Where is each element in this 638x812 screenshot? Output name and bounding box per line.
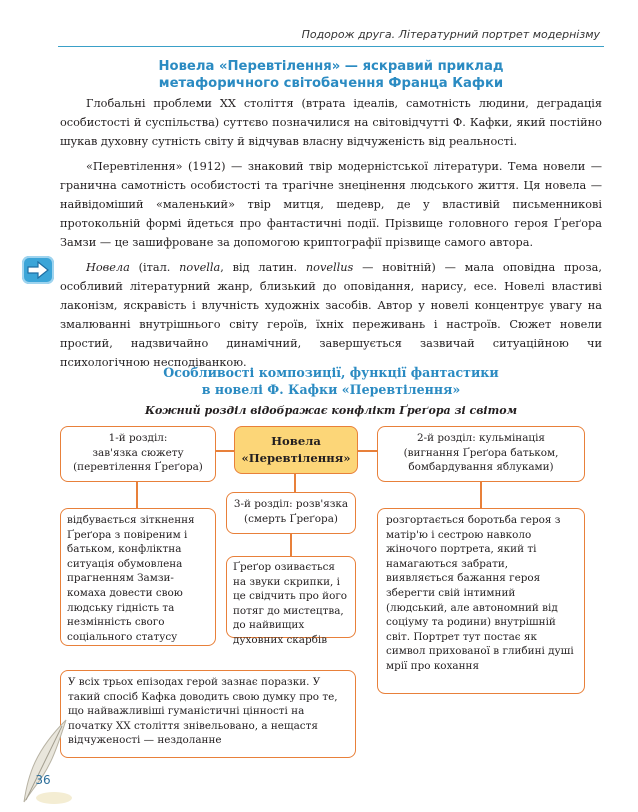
running-title: Подорож друга. Літературний портрет модернізму — [301, 28, 600, 41]
header-divider — [58, 46, 604, 47]
chapter-2-node — [377, 426, 585, 482]
chapter-2-line2: (вигнання Ґреґора батьком, — [403, 446, 559, 459]
section-heading — [60, 58, 602, 92]
connector-ch2-to-desc — [480, 482, 482, 508]
paragraph-2-text: «Перевтілення» (1912) — знаковий твір модерністської літератури. Тема новели — гранична самотність особистості та трагічне знецінення людського життя. Ця новела — найвідоміший «маленький» твір митця, шедевр, де у властивій письменникові протокольній формі йдеться про фантастичні події. Прізвище головного героя Ґреґора Замзи — це зашифроване за допомогою криптографії прізвище самого автора. — [60, 160, 602, 249]
definition-paragraph — [60, 258, 602, 372]
definition-italic-1: novella — [179, 261, 221, 274]
chapter-1-title: 1-й розділ: — [108, 432, 168, 444]
arrow-right-icon — [22, 256, 54, 284]
paragraph-2 — [60, 157, 602, 252]
central-node-line1: Новела — [271, 434, 321, 448]
chapter-2-description: розгортається боротьба героя з матір'ю і сестрою навколо жіночого портрета, який ті намагаються забрати, виявляється бажання героя зберегти свій інтимний (людський, але автономний від соціуму та родини) внутрішній світ. Портрет тут постає як символ прихованої в глибині душі мрії про кохання — [377, 508, 585, 694]
connector-ch1-to-desc — [136, 482, 138, 508]
chapter-3-node — [226, 492, 356, 534]
page-header — [0, 26, 638, 46]
definition-text-a: (італ. — [129, 261, 180, 274]
chapter-2-line3: бомбардування яблуками) — [408, 461, 554, 474]
chapter-3-title: 3-й розділ: розв'язка — [233, 498, 349, 510]
central-node-line2: «Перевтілення» — [241, 451, 351, 465]
chapter-3-line2: (смерть Ґреґора) — [244, 512, 338, 525]
definition-italic-2: novellus — [305, 261, 354, 274]
page-number: 36 — [35, 773, 51, 787]
chapter-2-title: 2-й розділ: кульмінація — [416, 432, 545, 444]
paragraph-1 — [60, 94, 602, 151]
paragraph-1-text: Глобальні проблеми XX століття (втрата ідеалів, самотність людини, деградація особистості й суспільства) суттєво позначилися на світовідчутті Ф. Кафки, який постійно шукав духовну сутність світу й відчував власну відчуженість від реальності. — [60, 97, 602, 148]
definition-text-c: — новітній) — мала оповідна проза, особливий літературний жанр, близький до оповідання, нарису, есе. Новелі властиві лаконізм, яскравість і влучність художніх засобів. Автор у новелі концентрує увагу на змалюванні внутрішнього світу героїв, їхніх переживань і настроїв. Сюжет новели простий, надзвичайно динамічний, завершується зазвичай ситуаційною чи психологічною несподіванкою. — [60, 261, 602, 369]
feather-quill-icon — [14, 714, 74, 806]
section-heading-line1: Новела «Перевтілення» — яскравий приклад — [158, 59, 504, 74]
connector-ch3-to-desc — [290, 534, 292, 556]
section-heading-line2: метафоричного світобачення Франца Кафки — [158, 76, 504, 91]
chapter-1-line3: (перевтілення Ґреґора) — [73, 461, 203, 474]
chapter-3-description: Ґреґор озивається на звуки скрипки, і це свідчить про його потяг до мистецтва, до найвищих духовних скарбів — [226, 556, 356, 638]
chapter-1-line2: зав'язка сюжету — [92, 446, 184, 459]
diagram-caption: Кожний розділ відображає конфлікт Ґреґора зі світом — [144, 404, 518, 417]
subsection-heading-line2: в новелі Ф. Кафки «Перевтілення» — [201, 382, 461, 397]
definition-term: Новела — [86, 261, 130, 274]
chapter-1-node — [60, 426, 216, 482]
subsection-heading-line1: Особливості композиції, функції фантастики — [163, 365, 499, 380]
subsection-heading — [60, 364, 602, 398]
connector-central-to-ch1 — [216, 450, 234, 452]
chapter-1-description: відбувається зіткнення Ґреґора з повіреним і батьком, конфліктна ситуація обумовлена прагненням Замзи-комаха довести свою людську гідність та незмінність свого соціального статусу — [60, 508, 216, 646]
diagram-central-node — [234, 426, 358, 474]
definition-text-b: , від латин. — [220, 261, 306, 274]
conclusion-box: У всіх трьох епізодах герой зазнає поразки. У такий спосіб Кафка доводить свою думку про те, що найважливіші гуманістичні цінності на початку XX століття знівельовано, а нещастя відчуженості — нездоланне — [60, 670, 356, 758]
connector-central-to-ch2 — [358, 450, 377, 452]
connector-central-to-ch3 — [294, 474, 296, 492]
